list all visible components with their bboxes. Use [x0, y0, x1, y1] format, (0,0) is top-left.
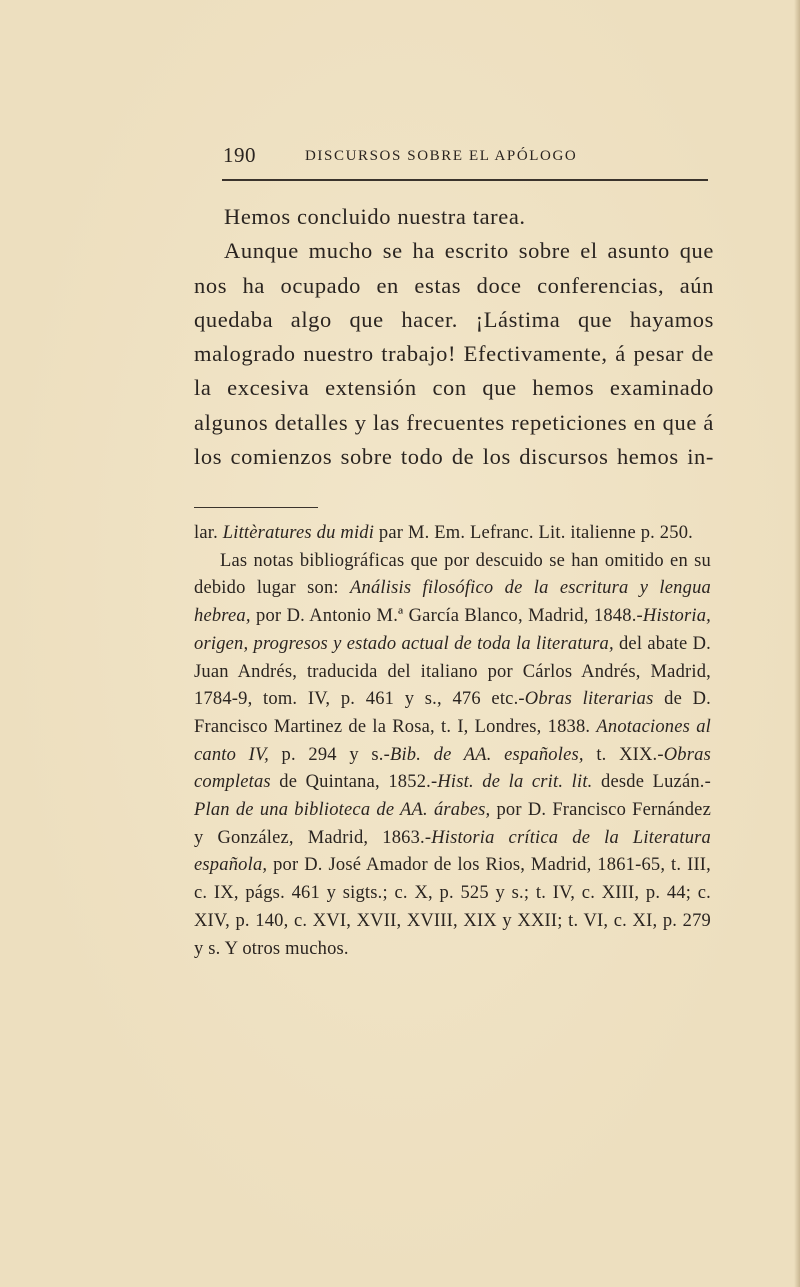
fn-title: Obras completas [194, 744, 712, 793]
fn-title: Plan de una biblioteca de AA. árabes, [194, 800, 491, 821]
fn-text: del abate D. Juan Andrés, traducida del italiano por Cárlos Andrés, Madrid, 1784-9, tom. IV, p. 461 y s., 476 etc.- [194, 633, 711, 710]
page-number: 190 [223, 143, 256, 167]
footnote-continuation [194, 520, 711, 548]
running-head: DISCURSOS SOBRE EL APÓLOGO [305, 148, 578, 164]
fn-title: Obras literarias [524, 689, 654, 710]
footnote-bibliography [194, 548, 711, 964]
fn-text: desde Luzán.- [592, 772, 711, 793]
fn-text: p. 294 y s.- [268, 744, 390, 765]
fn-title: Hist. de la crit. lit. [437, 772, 593, 793]
fn-title: Littèratures du midi [222, 523, 375, 543]
fn-title: Análisis filosófico de la escritura y lengua hebrea, [194, 578, 711, 627]
page-edge-shadow [794, 0, 800, 1287]
fn-text: por D. Antonio M.ª García Blanco, Madrid, 1848.- [250, 606, 643, 627]
footnotes [194, 520, 711, 963]
fn-text: de D. Francisco Martinez de la Rosa, t. I, Londres, 1838. [194, 689, 711, 737]
fn-text: t. XIX.- [583, 744, 664, 765]
fn-text: par M. Em. Lefranc. Lit. italienne p. 250. [374, 523, 693, 543]
fn-text: Las notas bibliográficas que por descuido se han omitido en su debido lugar son: [194, 550, 711, 599]
fn-title: Anotaciones al canto IV, [194, 716, 711, 765]
fn-text: de Quintana, 1852.- [270, 772, 438, 793]
main-text [194, 200, 714, 474]
paragraph-2: Aunque mucho se ha escrito sobre el asunto que nos ha ocupado en estas doce conferencias, aún quedaba algo que hacer. ¡Lástima que hayamos malogrado nuestro trabajo! Efectivamente, á pesar de la excesiva extensión con que hemos examinado algunos detalles y las frecuentes repeticiones en que á los comienzos sobre todo de los discursos hemos in- [194, 238, 714, 470]
header-rule [222, 179, 708, 181]
fn-text: por D. José Amador de los Rios, Madrid, 1861-65, t. III, c. IX, págs. 461 y sigts.; c. X, p. 525 y s.; t. IV, c. XIII, p. 44; c. XIV, p. 140, c. XVI, XVII, XVIII, XIX y XXII; t. VI, c. XI, p. 279 y s. Y otros muchos. [194, 855, 711, 959]
footnote-rule [194, 507, 318, 508]
paragraph-1: Hemos concluido nuestra tarea. [224, 204, 526, 229]
fn-text: lar. [194, 523, 223, 543]
fn-title: Historia, origen, progresos y estado actual de toda la literatura, [194, 606, 711, 654]
page-header [223, 143, 708, 169]
fn-title: Bib. de AA. españoles, [389, 744, 584, 765]
fn-text: por D. Francisco Fernández y González, Madrid, 1863.- [194, 800, 711, 848]
fn-title: Historia crítica de la Literatura española, [194, 827, 711, 876]
